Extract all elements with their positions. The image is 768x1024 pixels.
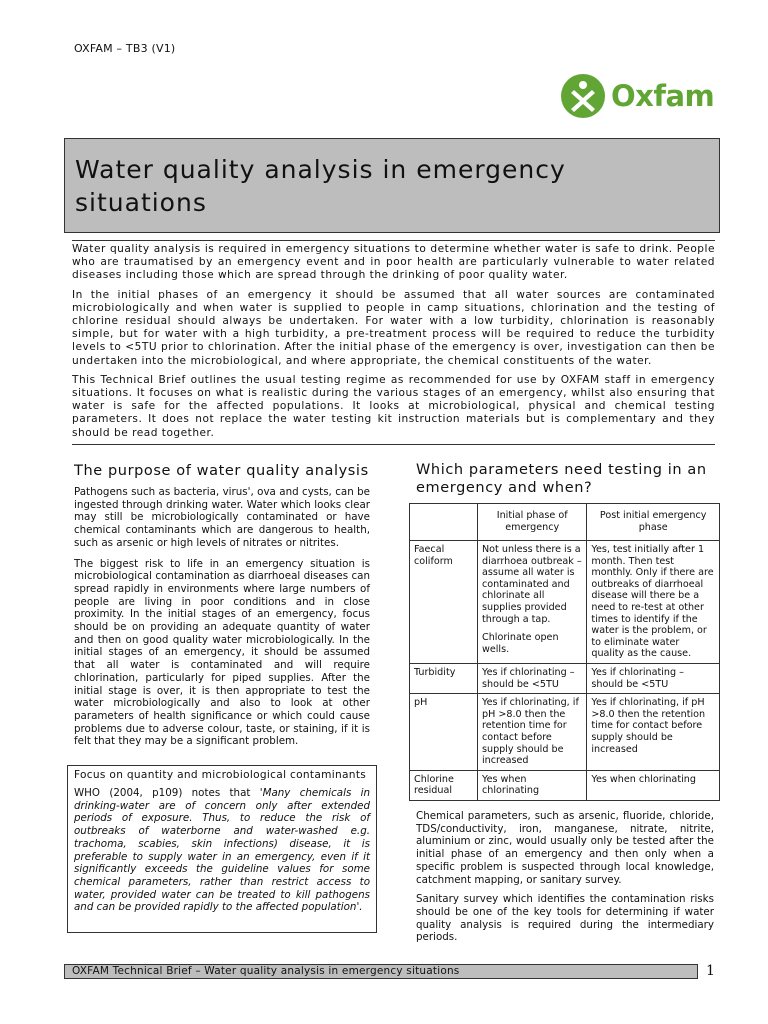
- table-cell-post: Yes when chlorinating: [587, 770, 720, 800]
- right-paragraph-1: Chemical parameters, such as arsenic, fluoride, chloride, TDS/conductivity, iron, manganese, nitrate, nitrite, aluminium or zinc, would usually only be tested after the initial phase of an emergency and then only when a specific problem is suspected through local knowledge, catchment mapping, or sanitary survey.: [416, 810, 714, 886]
- right-heading: Which parameters need testing in an emergency and when?: [416, 462, 707, 496]
- introduction: [72, 240, 715, 445]
- focus-box-body: [74, 787, 370, 914]
- table-header-initial: Initial phase of emergency: [478, 504, 587, 541]
- title-banner: [64, 138, 720, 233]
- left-paragraph-1: Pathogens such as bacteria, virus', ova and cysts, can be ingested through drinking water. Water which looks clear may still be microbiologically contaminated or have chemical contaminants which are dangerous to health, such as arsenic or high levels of nitrates or nitrites.: [74, 486, 370, 549]
- focus-box-quote: 'Many chemicals in drinking-water are of concern only after extended periods of exposure. Thus, to reduce the risk of outbreaks of waterborne and water-washed e.g. trachoma, scabies, skin infections) disease, it is preferable to supply water in an emergency, even if it significantly exceeds the guideline values for some chemical parameters, rather than restrict access to water, provided water can be treated to kill pathogens and can be provided rapidly to the affected population'.: [74, 787, 371, 914]
- parameters-table: [409, 503, 720, 801]
- table-cell-initial: Yes when chlorinating: [478, 770, 587, 800]
- table-cell-initial-text-2: Chlorinate open wells.: [482, 632, 559, 655]
- table-cell-post: Yes if chlorinating – should be <5TU: [587, 663, 720, 693]
- right-column-text: [416, 810, 714, 951]
- document-code: OXFAM – TB3 (V1): [74, 42, 176, 55]
- intro-paragraph-3: This Technical Brief outlines the usual testing regime as recommended for use by OXFAM staff in emergency situations. It focuses on what is realistic during the various stages of an emergency, whilst also ensuring that water is safe for the affected populations. It looks at microbiological, physical and chemical testing parameters. It does not replace the water testing kit instruction materials but is complementary and they should be read together.: [72, 373, 715, 439]
- oxfam-logo-icon: [561, 74, 605, 118]
- oxfam-logo: [561, 74, 714, 118]
- table-cell-param: Chlorine residual: [410, 770, 478, 800]
- table-cell-param: Turbidity: [410, 663, 478, 693]
- footer-bar: OXFAM Technical Brief – Water quality analysis in emergency situations: [64, 964, 698, 979]
- table-cell-initial: Yes if chlorinating – should be <5TU: [478, 663, 587, 693]
- table-cell-initial: [478, 541, 587, 664]
- table-cell-param: pH: [410, 694, 478, 771]
- left-column-text: [74, 486, 370, 756]
- table-cell-initial-text: Not unless there is a diarrhoea outbreak – assume all water is contaminated and chlorinate all supplies provided through a tap.: [482, 544, 582, 625]
- left-heading: The purpose of water quality analysis: [74, 463, 369, 479]
- table-cell-initial: Yes if chlorinating, if pH >8.0 then the retention time for contact before supply should be increased: [478, 694, 587, 771]
- table-row: [410, 694, 720, 771]
- table-cell-post: Yes, test initially after 1 month. Then test monthly. Only if there are outbreaks of diarrhoeal disease will there be a need to re-test at other times to identify if the water is the problem, or to eliminate water quality as the cause.: [587, 541, 720, 664]
- focus-box-lead: WHO (2004, p109) notes that: [74, 787, 260, 799]
- focus-box-title: Focus on quantity and microbiological contaminants: [74, 769, 367, 781]
- intro-paragraph-1: Water quality analysis is required in emergency situations to determine whether water is safe to drink. People who are traumatised by an emergency event and in poor health are particularly vulnerable to water related diseases including those which are spread through the drinking of poor quality water.: [72, 243, 715, 282]
- page-title-line-1: Water quality analysis in emergency: [75, 155, 566, 184]
- table-header-row: [410, 504, 720, 541]
- right-paragraph-2: Sanitary survey which identifies the contamination risks should be one of the key tools for determining if water quality analysis is required during the intermediary periods.: [416, 893, 714, 944]
- table-cell-post: Yes if chlorinating, if pH >8.0 then the retention time for contact before supply should be increased: [587, 694, 720, 771]
- table-row: [410, 663, 720, 693]
- page-title: [75, 153, 566, 219]
- oxfam-logo-text: Oxfam: [611, 79, 715, 113]
- table-header-empty: [410, 504, 478, 541]
- page-number: 1: [706, 963, 715, 979]
- intro-paragraph-2: In the initial phases of an emergency it should be assumed that all water sources are contaminated microbiologically and when water is supplied to people in camp situations, chlorination and the testing of chlorine residual should always be undertaken. For water with a low turbidity, chlorination is reasonably simple, but for water with a high turbidity, a pre-treatment process will be required to reduce the turbidity levels to <5TU prior to chlorination. After the initial phase of the emergency is over, investigation can then be undertaken into the microbiological, and where appropriate, the chemical constituents of the water.: [72, 288, 715, 367]
- left-paragraph-2: The biggest risk to life in an emergency situation is microbiological contamination as diarrhoeal diseases can spread rapidly in environments where large numbers of people are living in poor conditions and in close proximity. In the initial stages of an emergency, focus should be on providing an adequate quantity of water and then on good quality water microbiologically. In the initial stages of an emergency, it should be assumed that all water is contaminated and will require chlorination, particularly for piped supplies. After the initial stage is over, it is then appropriate to test the water microbiologically and also to look at other parameters of health significance or which could cause problems due to adverse colour, taste, or staining, if it is felt that they may be a significant problem.: [74, 557, 370, 748]
- table-row: [410, 541, 720, 664]
- focus-box: [67, 765, 377, 933]
- page-title-line-2: situations: [75, 188, 207, 217]
- table-row: [410, 770, 720, 800]
- table-cell-param: Faecal coliform: [410, 541, 478, 664]
- table-header-post: Post initial emergency phase: [587, 504, 720, 541]
